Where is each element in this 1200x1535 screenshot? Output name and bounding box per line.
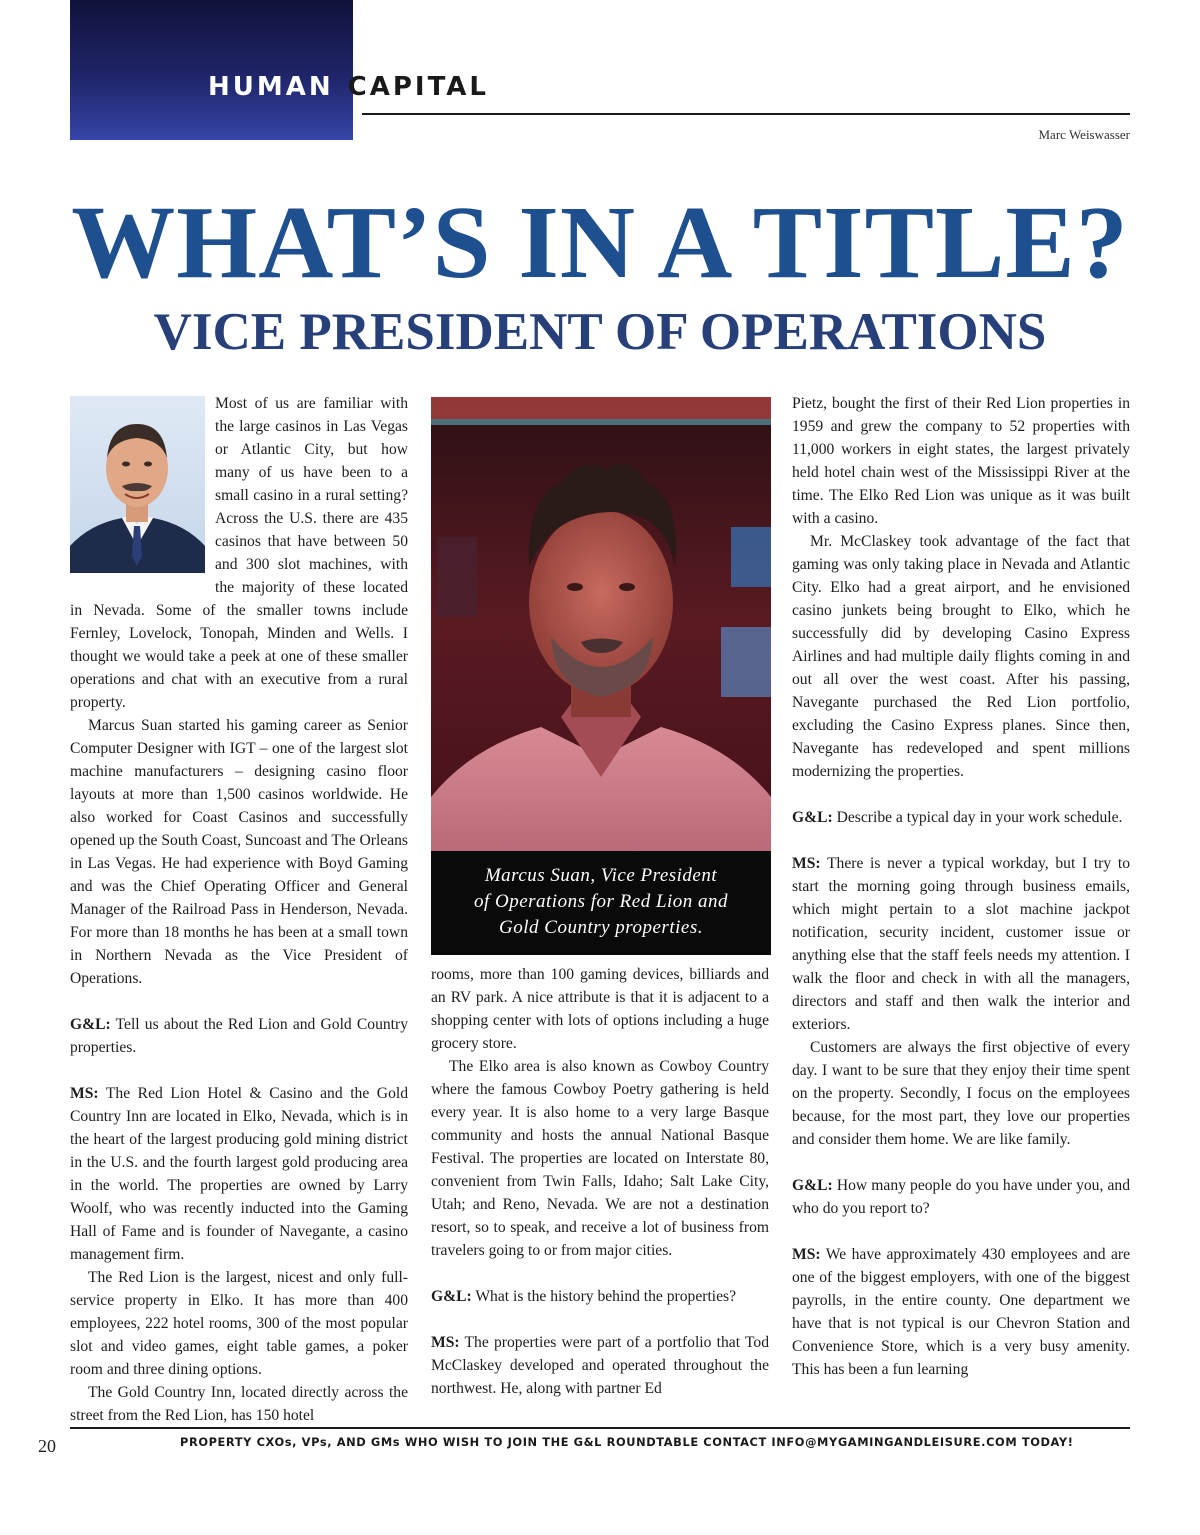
question-text: Tell us about the Red Lion and Gold Country properties. [70, 1016, 408, 1056]
paragraph-elko-area: The Elko area is also known as Cowboy Country where the famous Cowboy Poetry gathering is held every year. It is also home to a very large Basque community and hosts the annual National Basque Festival. The properties are located on Interstate 80, convenient from Twin Falls, Idaho; Salt Lake City, Utah; and Reno, Nevada. We are not a destination resort, so to speak, and receive a lot of business from travelers going to or from major cities. [431, 1058, 769, 1259]
caption-line-2: of Operations for Red Lion and [473, 891, 729, 912]
section-label [208, 70, 489, 104]
paragraph-gold-country: The Gold Country Inn, located directly across the street from the Red Lion, has 150 hotel [70, 1384, 408, 1424]
question-label: G&L: [70, 1016, 111, 1033]
question-label: G&L: [431, 1288, 472, 1305]
article-subtitle: VICE PRESIDENT OF OPERATIONS [153, 303, 1047, 361]
paragraph-intro: Most of us are familiar with the large casinos in Las Vegas or Atlantic City, but how many of us have been to a small casino in a rural setting? Across the U.S. there are 435 casinos that have between 50 and 300 slot machines, with the majority of these located in Nevada. Some of the smaller towns include Fernley, Lovelock, Tonopah, Minden and Wells. I thought we would take a peek at one of these smaller operations and chat with an executive from a rural property. [70, 395, 408, 711]
question-label: G&L: [792, 809, 833, 826]
photo-caption [431, 851, 771, 955]
answer-label: MS: [431, 1334, 460, 1351]
question-3 [792, 806, 1130, 829]
paragraph-mcclaskey: Mr. McClaskey took advantage of the fact that gaming was only taking place in Nevada and Atlantic City. Elko had a great airport, and he envisioned casino junkets being brought to Elko, which he successfully did by developing Casino Express Airlines and had multiple daily flights coming in and out all over the west coast. After his passing, Navegante purchased the Red Lion portfolio, excluding the Casino Express planes. Since then, Navegante has redeveloped and spent millions modernizing the properties. [792, 533, 1130, 780]
answer-text: The Red Lion Hotel & Casino and the Gold Country Inn are located in Elko, Nevada, which is in the heart of the largest producing gold mining district in the U.S. and the fourth largest gold producing area in the world. The properties are owned by Larry Woolf, who was recently inducted into the Gaming Hall of Fame and is founder of Navegante, a casino management firm. [70, 1085, 408, 1263]
question-text: Describe a typical day in your work schedule. [832, 809, 1123, 826]
footer-call-to-action: PROPERTY CXOs, VPs, AND GMs WHO WISH TO JOIN THE G&L ROUNDTABLE CONTACT INFO@MYGAMINGANDLEISURE.COM TODAY! [180, 1435, 1074, 1449]
author-headshot [70, 396, 205, 573]
question-text: What is the history behind the properties? [471, 1288, 737, 1305]
answer-text: The properties were part of a portfolio that Tod McClaskey developed and operated throughout the northwest. He, along with partner Ed [431, 1334, 769, 1397]
article-title: WHAT’S IN A TITLE? [71, 185, 1129, 300]
paragraph-customers: Customers are always the first objective of every day. I want to be sure that they enjoy their time spent on the property. Secondly, I focus on the employees because, for the most part, they love our properties and consider them home. We are like family. [792, 1039, 1130, 1148]
paragraph-history-cont: Pietz, bought the first of their Red Lion properties in 1959 and grew the company to 52 properties with 11,000 workers in eight states, the largest privately held hotel chain west of the Mississippi River at the time. The Elko Red Lion was unique as it was built with a casino. [792, 395, 1130, 527]
paragraph-red-lion: The Red Lion is the largest, nicest and only full-service property in Elko. It has more than 400 employees, 222 hotel rooms, 300 of the most popular slot and video games, eight table games, a poker room and three dining options. [70, 1269, 408, 1378]
caption-line-3: Gold Country properties. [499, 917, 703, 938]
answer-label: MS: [792, 1246, 821, 1263]
subject-photo [431, 397, 771, 955]
answer-2 [431, 1331, 769, 1400]
answer-label: MS: [70, 1085, 99, 1102]
article-column-2 [431, 963, 769, 1400]
paragraph-bio: Marcus Suan started his gaming career as Senior Computer Designer with IGT – one of the largest slot machine manufacturers – designing casino floor layouts at more than 1,500 casinos worldwide. He also worked for Coast Casinos and successfully opened up the South Coast, Suncoast and The Orleans in Las Vegas. He had experience with Boyd Gaming and was the Chief Operating Officer and General Manager of the Railroad Pass in Henderson, Nevada. For more than 18 months he has been at a small town in Northern Nevada as the Vice President of Operations. [70, 717, 408, 987]
question-text: How many people do you have under you, and who do you report to? [792, 1177, 1130, 1217]
answer-3 [792, 852, 1130, 1036]
question-label: G&L: [792, 1177, 833, 1194]
answer-4 [792, 1243, 1130, 1381]
header-rule [362, 113, 1130, 115]
section-label-capital: CAPITAL [347, 72, 489, 102]
answer-text: We have approximately 430 employees and are one of the biggest employers, with one of the biggest payrolls, in the entire county. One department we have that is not typical is our Chevron Station and Convenience Store, which is a very busy amenity. This has been a fun learning [792, 1246, 1130, 1378]
article-column-3 [792, 392, 1130, 1381]
page-number: 20 [38, 1436, 56, 1456]
answer-1 [70, 1082, 408, 1266]
caption-line-1: Marcus Suan, Vice President [484, 865, 718, 886]
footer-rule [70, 1427, 1130, 1429]
author-byline: Marc Weiswasser [1038, 127, 1130, 142]
answer-label: MS: [792, 855, 821, 872]
question-4 [792, 1174, 1130, 1220]
answer-text: There is never a typical workday, but I try to start the morning going through business emails, which might pertain to a slot machine jackpot notification, security incident, customer issue or anything else that the staff feels needs my attention. I walk the floor and check in with all the managers, directors and staff and then walk the interior and exteriors. [792, 855, 1130, 1033]
section-label-human: HUMAN [208, 72, 334, 102]
question-2 [431, 1285, 769, 1308]
question-1 [70, 1013, 408, 1059]
article-column-1 [70, 392, 408, 1427]
paragraph-gold-country-cont: rooms, more than 100 gaming devices, billiards and an RV park. A nice attribute is that it is adjacent to a shopping center with lots of options including a huge grocery store. [431, 966, 769, 1052]
